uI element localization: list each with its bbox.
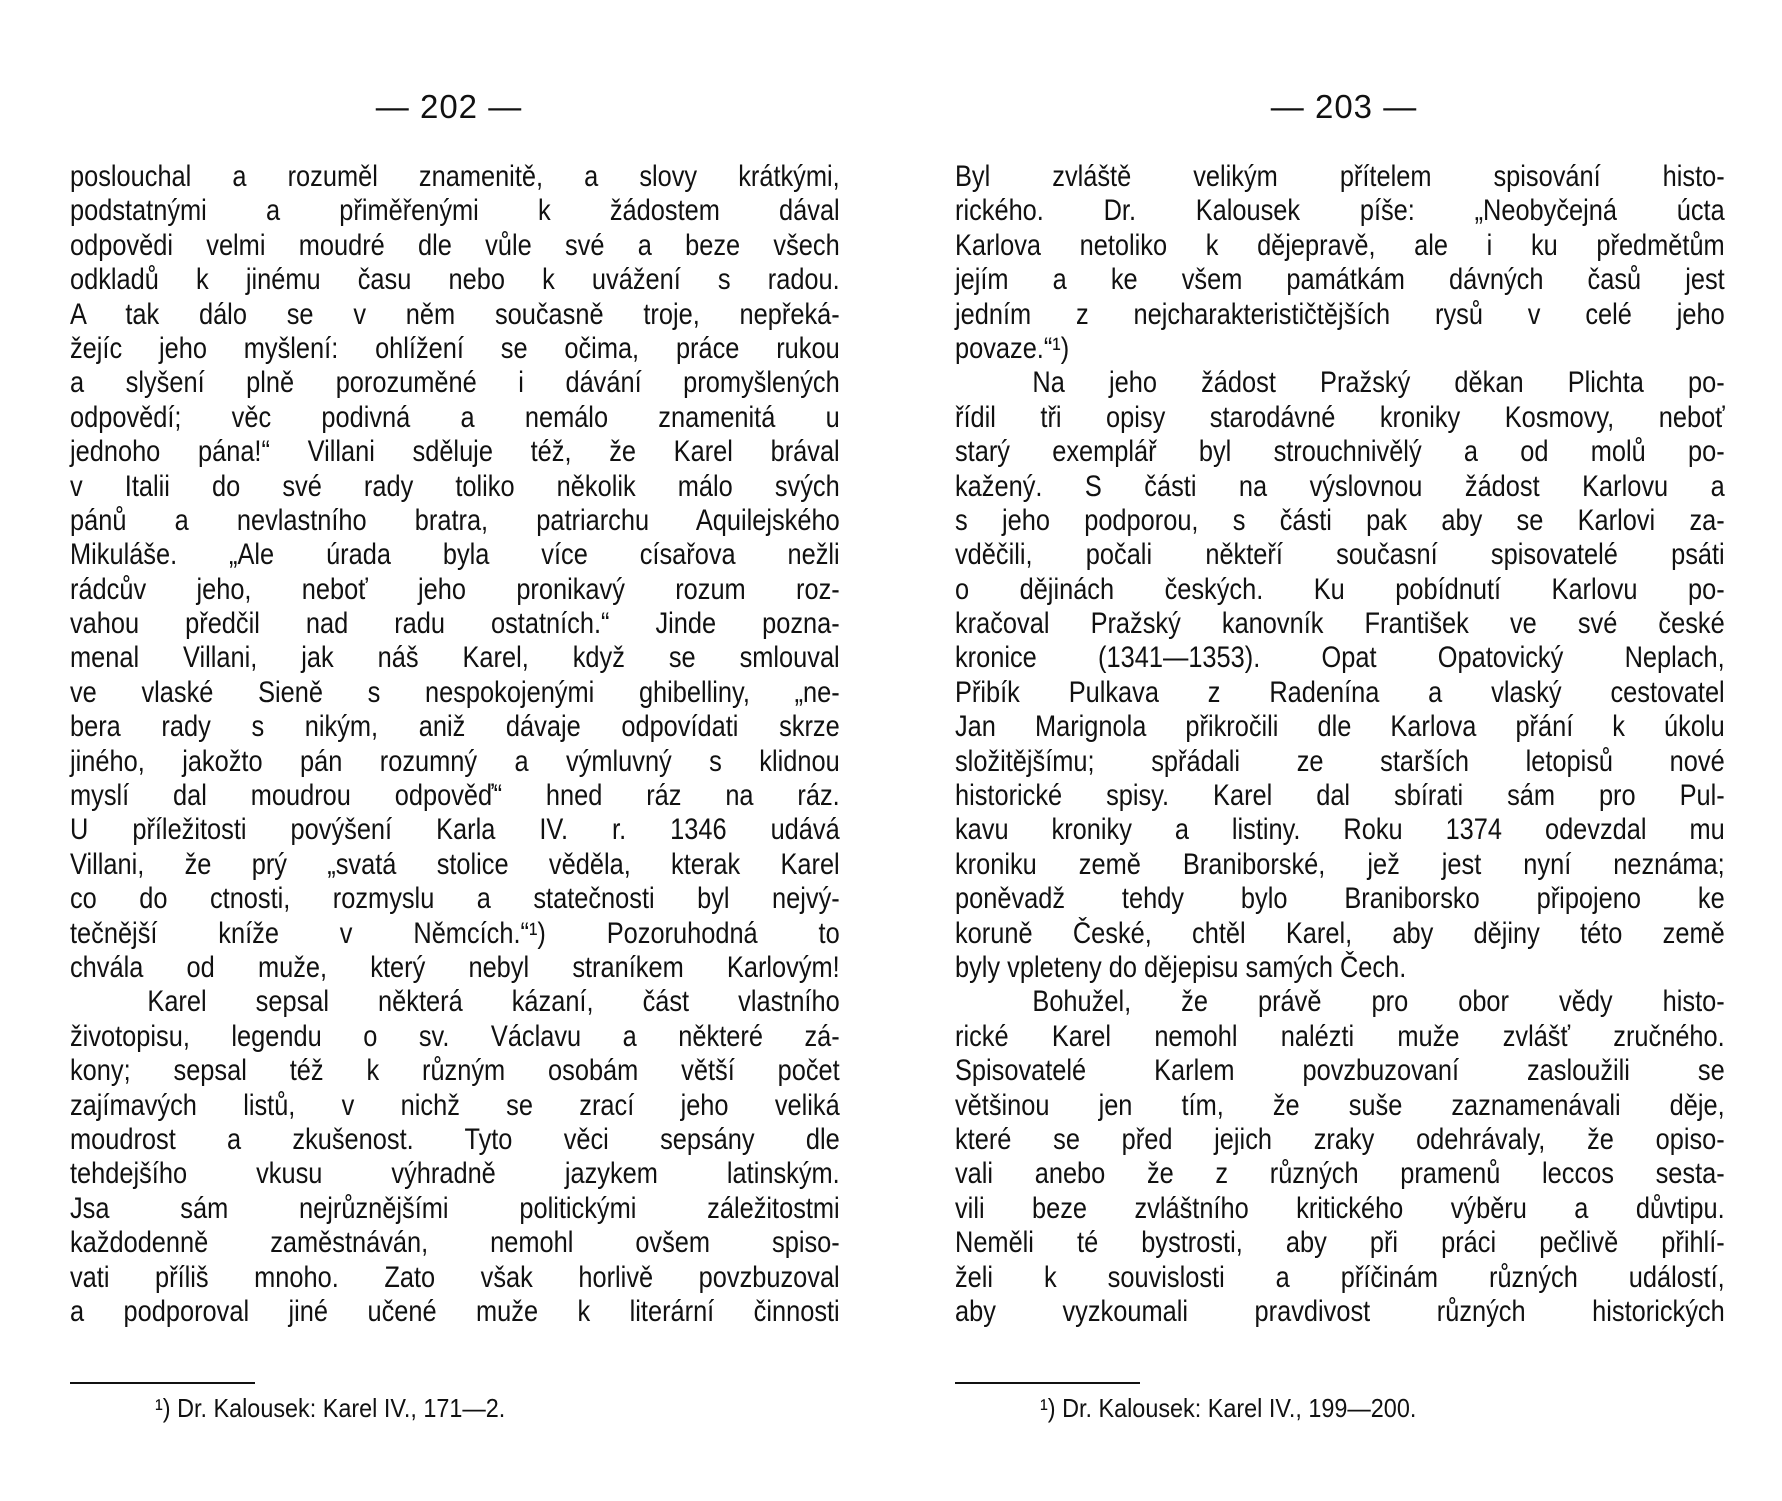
text-line: jednoho pána!“ Villani sděluje též, že Karel brával: [70, 435, 840, 469]
body-text: [955, 160, 1725, 1329]
left-page: [70, 0, 840, 1501]
text-line: životopisu, legendu o sv. Václavu a některé zá-: [70, 1019, 840, 1053]
text-line: řídil tři opisy starodávné kroniky Kosmovy, neboť: [955, 400, 1725, 434]
text-line: jedním z nejcharakterističtějších rysů v celé jeho: [955, 297, 1725, 331]
text-line: kavu kroniky a listiny. Roku 1374 odevzdal mu: [955, 813, 1725, 847]
text-line: o dějinách českých. Ku pobídnutí Karlovu po-: [955, 572, 1725, 606]
text-line: v Italii do své rady toliko několik málo svých: [70, 469, 840, 503]
footnote: ¹) Dr. Kalousek: Karel IV., 199—200.: [1040, 1393, 1417, 1423]
text-line: Na jeho žádost Pražský děkan Plichta po-: [1032, 366, 1725, 400]
text-line: Karlova netoliko k dějepravě, ale i ku předmětům: [955, 228, 1725, 262]
text-line: zajímavých listů, v nichž se zrací jeho veliká: [70, 1088, 840, 1122]
body-text: [70, 160, 840, 1329]
page-number: — 203 —: [1270, 88, 1418, 125]
text-line: poslouchal a rozuměl znamenitě, a slovy krátkými,: [70, 160, 840, 193]
text-line: podstatnými a přiměřenými k žádostem dával: [70, 194, 840, 228]
text-line: kračoval Pražský kanovník František ve své české: [955, 607, 1725, 641]
right-page: [955, 0, 1725, 1501]
text-line: menal Villani, jak náš Karel, když se smlouval: [70, 641, 840, 675]
text-line: Karel sepsal některá kázaní, část vlastního: [147, 985, 840, 1019]
text-line: Bohužel, že právě pro obor vědy histo-: [1032, 985, 1725, 1019]
text-line: vali anebo že z různých pramenů leccos sesta-: [955, 1157, 1725, 1191]
text-line: bera rady s nikým, aniž dávaje odpovídati skrze: [70, 710, 840, 744]
text-line: kronice (1341—1353). Opat Opatovický Neplach,: [955, 641, 1725, 675]
text-line: historické spisy. Karel dal sbírati sám pro Pul-: [955, 779, 1725, 813]
text-line: Neměli té bystrosti, aby při práci pečlivě přihlí-: [955, 1226, 1725, 1260]
footnote-rule: [955, 1382, 1140, 1384]
text-line: aby vyzkoumali pravdivost různých historických: [955, 1294, 1725, 1328]
text-line: Spisovatelé Karlem povzbuzovaní zasloužili se: [955, 1054, 1725, 1088]
text-line: Jsa sám nejrůznějšími politickými záležitostmi: [70, 1191, 840, 1225]
text-line: každodenně zaměstnáván, nemohl ovšem spiso-: [70, 1226, 840, 1260]
text-line: jiného, jakožto pán rozumný a výmluvný s klidnou: [70, 744, 840, 778]
text-line: byly vpleteny do dějepisu samých Čech.: [955, 950, 1407, 984]
text-line: většinou jen tím, že suše zaznamenávali děje,: [955, 1088, 1725, 1122]
text-line: rického. Dr. Kalousek píše: „Neobyčejná úcta: [955, 194, 1725, 228]
text-line: pánů a nevlastního bratra, patriarchu Aquilejského: [70, 503, 840, 537]
text-line: moudrost a zkušenost. Tyto věci sepsány dle: [70, 1122, 840, 1156]
text-line: kroniku země Braniborské, jež jest nyní neznáma;: [955, 847, 1725, 881]
text-line: Byl zvláště velikým přítelem spisování histo-: [955, 160, 1725, 193]
text-line: a slyšení plně porozuměné i dávání promyšlených: [70, 366, 840, 400]
text-line: odpovědí; věc podivná a nemálo znamenitá u: [70, 400, 840, 434]
text-line: jejím a ke všem památkám dávných časů jest: [955, 263, 1725, 297]
text-line: Jan Marignola přikročili dle Karlova přání k úkolu: [955, 710, 1725, 744]
text-line: starý exemplář byl strouchnivělý a od molů po-: [955, 435, 1725, 469]
text-line: vděčili, počali někteří současní spisovatelé psáti: [955, 538, 1725, 572]
text-line: A tak dálo se v něm současně troje, nepřeká-: [70, 297, 840, 331]
text-line: vili beze zvláštního kritického výběru a důvtipu.: [955, 1191, 1725, 1225]
text-line: koruně České, chtěl Karel, aby dějiny této země: [955, 916, 1725, 950]
text-line: s jeho podporou, s části pak aby se Karlovi za-: [955, 503, 1725, 537]
text-line: poněvadž tehdy bylo Braniborsko připojeno ke: [955, 882, 1725, 916]
text-line: složitějšímu; spřádali ze starších letopisů nové: [955, 744, 1725, 778]
text-line: U příležitosti povýšení Karla IV. r. 1346 udává: [70, 813, 840, 847]
text-line: tečnější kníže v Němcích.“¹) Pozoruhodná to: [70, 916, 840, 950]
text-line: želi k souvislosti a příčinám různých událostí,: [955, 1260, 1725, 1294]
text-line: kony; sepsal též k různým osobám větší počet: [70, 1054, 840, 1088]
text-line: Přibík Pulkava z Radenína a vlaský cestovatel: [955, 675, 1725, 709]
text-line: žejíc jeho myšlení: ohlížení se očima, práce rukou: [70, 331, 840, 365]
footnote-rule: [70, 1382, 255, 1384]
text-line: vati příliš mnoho. Zato však horlivě povzbuzoval: [70, 1260, 840, 1294]
text-line: a podporoval jiné učené muže k literární činnosti: [70, 1294, 840, 1328]
text-line: Villani, že prý „svatá stolice věděla, kterak Karel: [70, 847, 840, 881]
text-line: kažený. S části na výslovnou žádost Karlovu a: [955, 469, 1725, 503]
text-line: chvála od muže, který nebyl straníkem Karlovým!: [70, 950, 840, 984]
text-line: Mikuláše. „Ale úrada byla více císařova nežli: [70, 538, 840, 572]
text-line: tehdejšího vkusu výhradně jazykem latinským.: [70, 1157, 840, 1191]
text-line: co do ctnosti, rozmyslu a statečnosti byl nejvý-: [70, 882, 840, 916]
text-line: povaze.“¹): [955, 331, 1070, 365]
text-line: vahou předčil nad radu ostatních.“ Jinde pozna-: [70, 607, 840, 641]
text-line: rické Karel nemohl nalézti muže zvlášť zručného.: [955, 1019, 1725, 1053]
text-line: které se před jejich zraky odehrávaly, že opiso-: [955, 1122, 1725, 1156]
footnote: ¹) Dr. Kalousek: Karel IV., 171—2.: [155, 1393, 506, 1423]
text-line: myslí dal moudrou odpověď“ hned ráz na ráz.: [70, 779, 840, 813]
text-line: ve vlaské Sieně s nespokojenými ghibelliny, „ne-: [70, 675, 840, 709]
text-line: rádcův jeho, neboť jeho pronikavý rozum roz-: [70, 572, 840, 606]
text-line: odkladů k jinému času nebo k uvážení s radou.: [70, 263, 840, 297]
text-line: odpovědi velmi moudré dle vůle své a beze všech: [70, 228, 840, 262]
page-number: — 202 —: [375, 88, 523, 125]
